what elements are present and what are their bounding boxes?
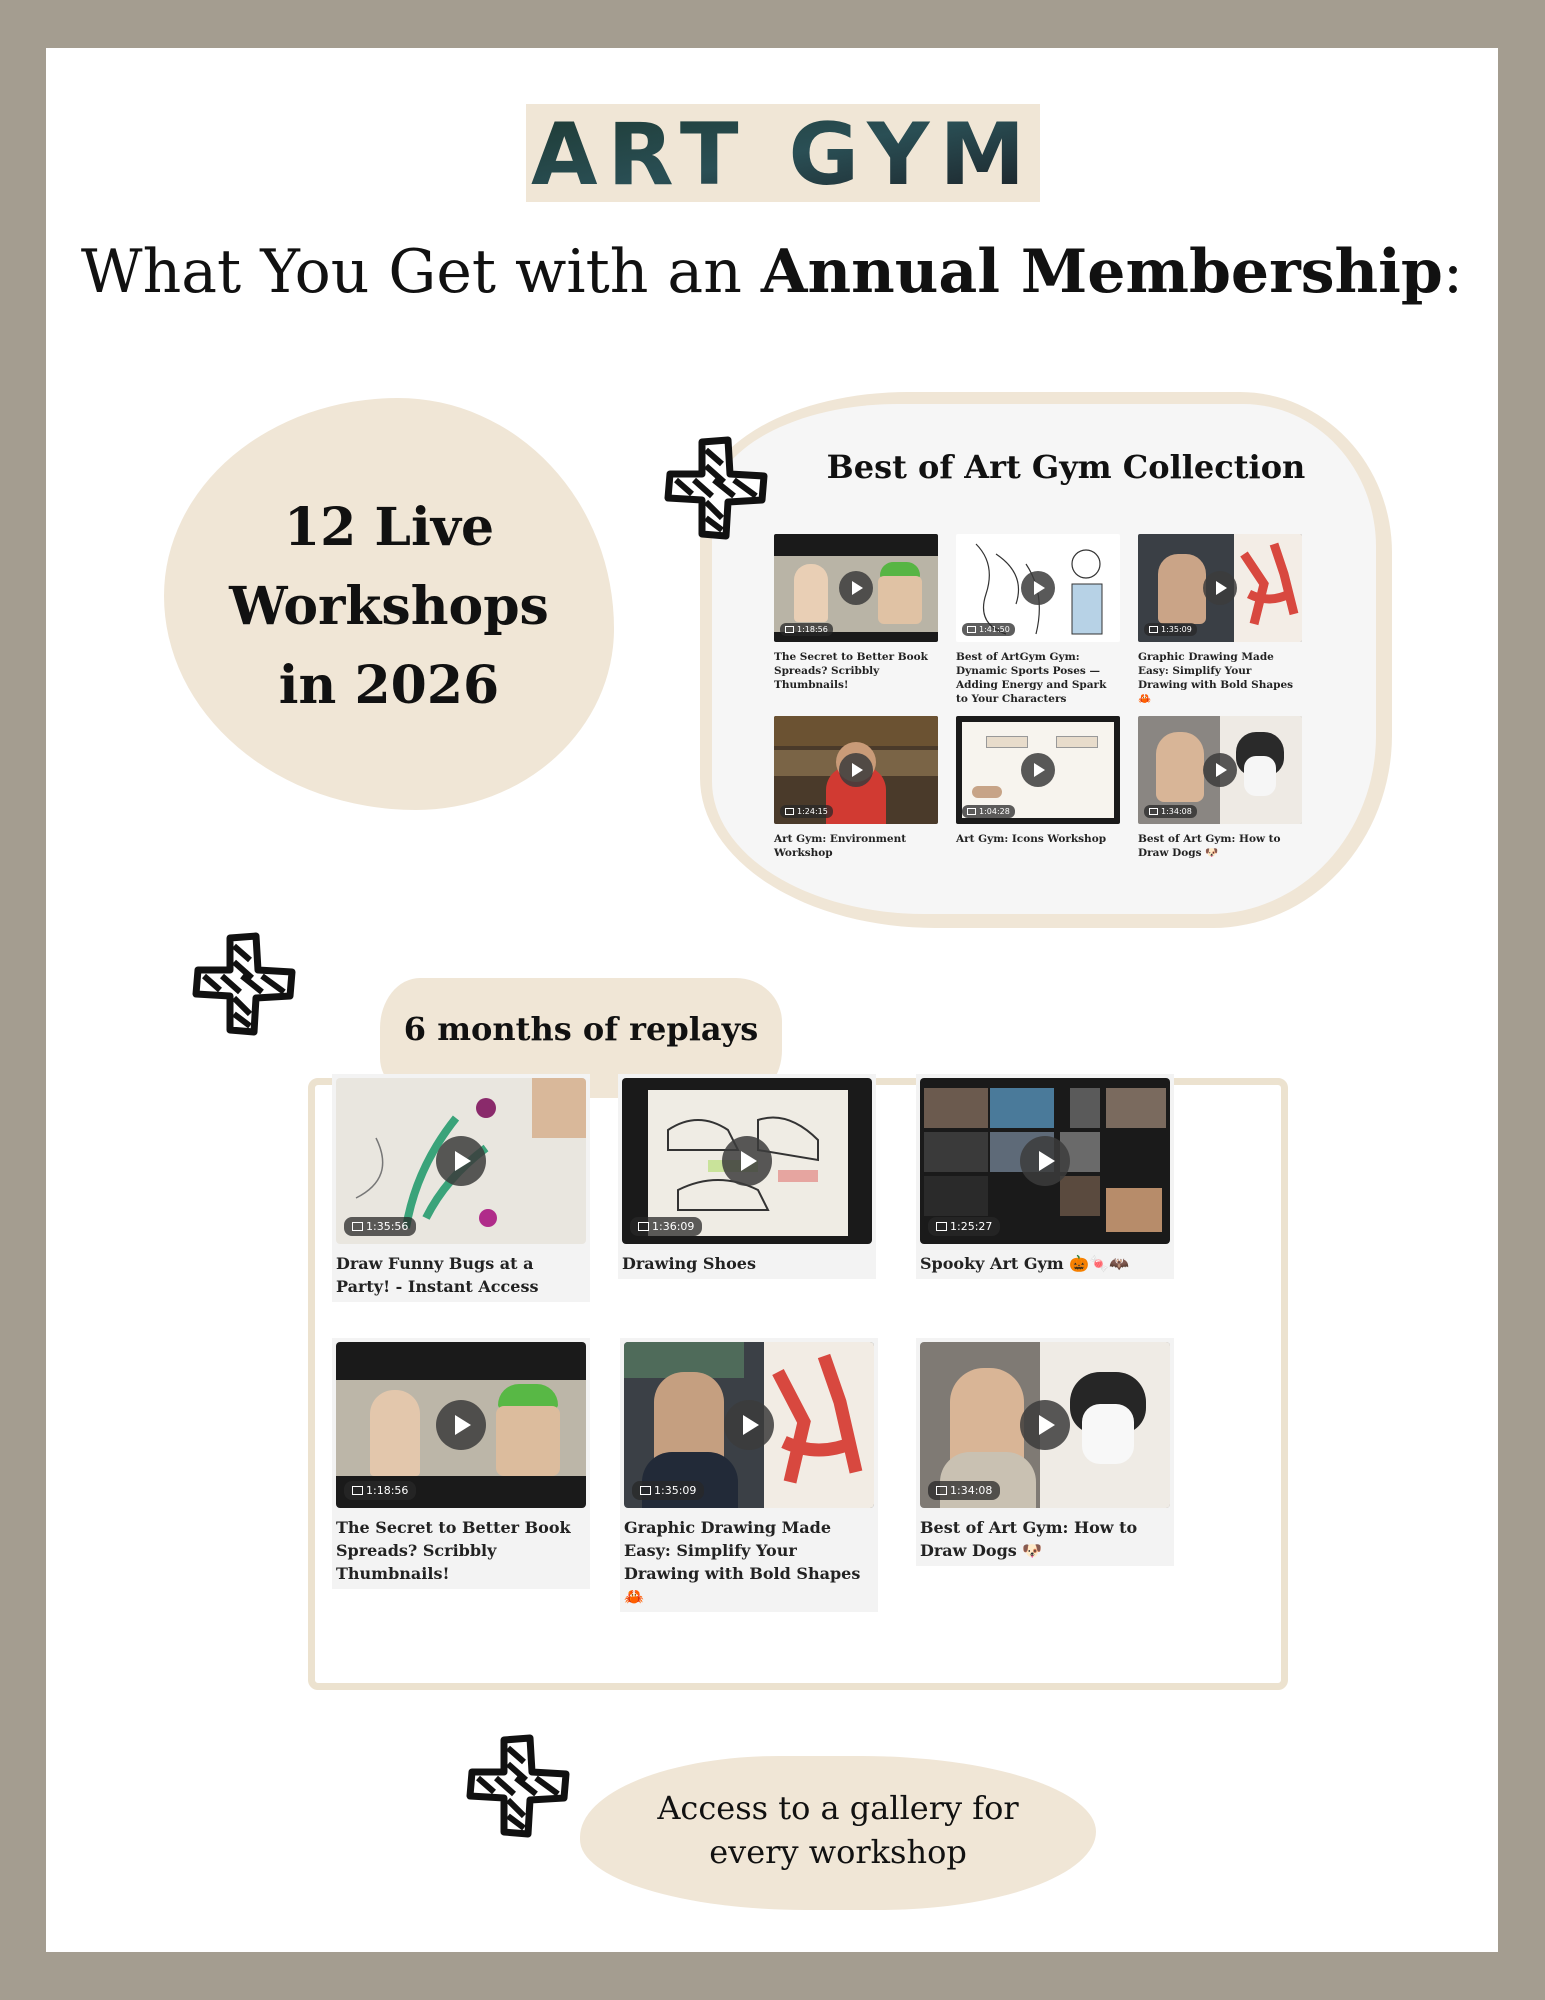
video-camera-icon xyxy=(967,808,976,815)
play-icon[interactable] xyxy=(1203,571,1237,605)
collection-video-card[interactable] xyxy=(956,534,1120,706)
replay-video-card[interactable] xyxy=(332,1338,590,1589)
duration-badge: 1:18:56 xyxy=(344,1481,416,1500)
video-camera-icon xyxy=(936,1222,947,1231)
replay-video-card[interactable] xyxy=(332,1074,590,1302)
play-icon[interactable] xyxy=(1020,1136,1070,1186)
video-title[interactable]: Best of ArtGym Gym: Dynamic Sports Poses —Adding Energy and Spark to Your Characters xyxy=(956,651,1107,705)
duration-badge: 1:36:09 xyxy=(630,1217,702,1236)
video-camera-icon xyxy=(1149,808,1158,815)
video-camera-icon xyxy=(1149,626,1158,633)
duration-badge: 1:35:09 xyxy=(632,1481,704,1500)
replay-video-card[interactable] xyxy=(620,1338,878,1612)
video-thumbnail[interactable] xyxy=(1138,534,1302,642)
logo-lettering xyxy=(526,104,1040,202)
duration-badge: 1:35:56 xyxy=(344,1217,416,1236)
video-title[interactable]: Spooky Art Gym 🎃🍬🦇 xyxy=(920,1254,1130,1273)
video-title[interactable]: Drawing Shoes xyxy=(622,1254,756,1273)
plus-icon xyxy=(192,932,296,1036)
replays-label: 6 months of replays xyxy=(403,1010,759,1048)
duration-badge: 1:04:28 xyxy=(962,805,1015,818)
crab-drawing xyxy=(764,1342,874,1508)
collection-video-card[interactable] xyxy=(956,716,1120,846)
video-thumbnail[interactable] xyxy=(774,716,938,824)
video-title[interactable]: The Secret to Better Book Spreads? Scribbly Thumbnails! xyxy=(774,651,928,691)
video-title[interactable]: Best of Art Gym: How to Draw Dogs 🐶 xyxy=(920,1518,1138,1560)
plus-icon xyxy=(664,436,768,540)
video-thumbnail[interactable] xyxy=(956,716,1120,824)
play-icon[interactable] xyxy=(722,1136,772,1186)
replay-video-card[interactable] xyxy=(618,1074,876,1279)
video-camera-icon xyxy=(352,1222,363,1231)
video-thumbnail[interactable] xyxy=(920,1078,1170,1244)
play-icon[interactable] xyxy=(1020,1400,1070,1450)
duration-badge: 1:24:15 xyxy=(780,805,833,818)
play-icon[interactable] xyxy=(839,571,873,605)
video-title[interactable]: Art Gym: Environment Workshop xyxy=(774,833,907,859)
play-icon[interactable] xyxy=(1021,571,1055,605)
video-title[interactable]: Graphic Drawing Made Easy: Simplify Your Drawing with Bold Shapes 🦀 xyxy=(1138,651,1294,705)
collection-video-card[interactable] xyxy=(1138,716,1302,860)
video-thumbnail[interactable] xyxy=(956,534,1120,642)
video-thumbnail[interactable] xyxy=(622,1078,872,1244)
duration-badge: 1:18:56 xyxy=(780,623,833,636)
video-title[interactable]: Draw Funny Bugs at a Party! - Instant Access xyxy=(336,1254,539,1296)
video-title[interactable]: Graphic Drawing Made Easy: Simplify Your Drawing with Bold Shapes 🦀 xyxy=(624,1518,861,1606)
video-thumbnail[interactable] xyxy=(1138,716,1302,824)
crab-drawing xyxy=(1234,534,1302,642)
plus-icon xyxy=(466,1734,570,1838)
video-thumbnail[interactable] xyxy=(336,1342,586,1508)
video-camera-icon xyxy=(967,626,976,633)
collection-title: Best of Art Gym Collection xyxy=(826,448,1306,486)
duration-badge: 1:34:08 xyxy=(1144,805,1197,818)
play-icon[interactable] xyxy=(1021,753,1055,787)
collection-video-card[interactable] xyxy=(774,534,938,692)
video-camera-icon xyxy=(352,1486,363,1495)
duration-badge: 1:34:08 xyxy=(928,1481,1000,1500)
play-icon[interactable] xyxy=(436,1400,486,1450)
video-camera-icon xyxy=(785,626,794,633)
video-camera-icon xyxy=(640,1486,651,1495)
page-title: What You Get with an Annual Membership: xyxy=(80,237,1464,307)
video-camera-icon xyxy=(638,1222,649,1231)
video-camera-icon xyxy=(936,1486,947,1495)
replay-video-card[interactable] xyxy=(916,1338,1174,1566)
duration-badge: 1:35:09 xyxy=(1144,623,1197,636)
video-camera-icon xyxy=(785,808,794,815)
video-title[interactable]: The Secret to Better Book Spreads? Scribbly Thumbnails! xyxy=(336,1518,571,1583)
membership-sheet xyxy=(46,48,1498,1952)
video-thumbnail[interactable] xyxy=(774,534,938,642)
collection-video-card[interactable] xyxy=(1138,534,1302,706)
video-thumbnail[interactable] xyxy=(920,1342,1170,1508)
art-gym-logo xyxy=(526,104,1040,202)
video-thumbnail[interactable] xyxy=(624,1342,874,1508)
play-icon[interactable] xyxy=(839,753,873,787)
video-thumbnail[interactable] xyxy=(336,1078,586,1244)
svg-text:ART GYM: ART GYM xyxy=(530,105,1036,202)
replay-video-card[interactable] xyxy=(916,1074,1174,1279)
duration-badge: 1:41:50 xyxy=(962,623,1015,636)
gallery-text: Access to a gallery for every workshop xyxy=(657,1789,1019,1871)
play-icon[interactable] xyxy=(1203,753,1237,787)
video-title[interactable]: Best of Art Gym: How to Draw Dogs 🐶 xyxy=(1138,833,1281,859)
video-title[interactable]: Art Gym: Icons Workshop xyxy=(956,833,1107,845)
collection-video-card[interactable] xyxy=(774,716,938,860)
play-icon[interactable] xyxy=(724,1400,774,1450)
duration-badge: 1:25:27 xyxy=(928,1217,1000,1236)
live-workshops-text: 12 Live Workshops in 2026 xyxy=(229,497,549,716)
play-icon[interactable] xyxy=(436,1136,486,1186)
